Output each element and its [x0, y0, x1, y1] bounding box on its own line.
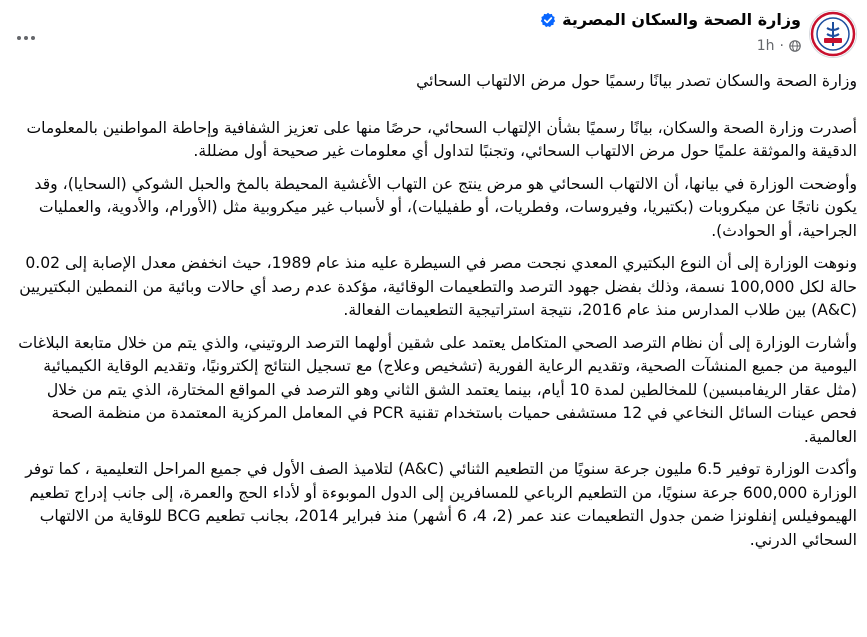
verified-badge-icon [540, 12, 556, 28]
post-paragraph-2: وأوضحت الوزارة في بيانها، أن الالتهاب السحائي هو مرض ينتج عن التهاب الأغشية المحيطة بالمخ والحبل الشوكي (السحايا)، وقد يكون ناتجًا عن ميكروبات (بكتيريا، وفيروسات، وفطريات، أو طفيليات)، أو لأسباب غير ميكروبية مثل (الأورام، والأدوية، والعمليات الجراحية، أو الحوادث). [34, 174, 857, 240]
post-paragraph-4: وأشارت الوزارة إلى أن نظام الترصد الصحي المتكامل يعتمد على شقين أولهما الترصد الروتيني، والذي يتم من خلال متابعة البلاغات اليومية من جميع المنشآت الصحية، وتقديم الرعاية الفورية (تشخيص وعلاج) مع تسجيل النتائج إلكترونيًا، وتقديم الوقاية الكيميائية (مثل عقار الريفامبسين) للمخالطين لمدة 10 أيام، بينما يعتمد الشق الثاني وهو الترصد في المواقع المختارة، الذي يتم من خلال فحص عينات السائل النخاعي في 12 مستشفى حميات باستخدام تقنية PCR في المعامل المركزية المعتمدة من منظمة الصحة العالمية. [18, 333, 857, 446]
post-meta [757, 38, 801, 54]
page-name-row [540, 10, 801, 29]
globe-icon[interactable] [789, 40, 801, 52]
page-name[interactable]: وزارة الصحة والسكان المصرية [562, 10, 801, 29]
post-paragraph-1: أصدرت وزارة الصحة والسكان، بيانًا رسميًا بشأن الإلتهاب السحائي، حرصًا منها على تعزيز الشفافية وإحاطة المواطنين بالمعلومات الدقيقة والموثقة علميًا حول مرض الالتهاب السحائي، وتجنبًا لتداول أي معلومات غير صحيحة أول مضللة. [26, 118, 857, 160]
more-options-button[interactable] [12, 24, 40, 52]
ellipsis-icon [16, 35, 36, 41]
meta-separator: · [779, 38, 784, 54]
post-timestamp[interactable]: 1h [756, 38, 775, 54]
post-body [10, 70, 857, 561]
page-avatar[interactable] [809, 10, 857, 58]
post-headline: وزارة الصحة والسكان تصدر بيانًا رسميًا حول مرض الالتهاب السحائي [416, 72, 857, 90]
post-header [0, 0, 867, 70]
ministry-logo-icon [810, 11, 856, 57]
post-paragraph-5: وأكدت الوزارة توفير 6.5 مليون جرعة سنويًا من التطعيم الثنائي (A&C) لتلاميذ الصف الأول في جميع المراحل التعليمية ، كما توفر الوزارة 600,000 جرعة سنويًا، من التطعيم الرباعي للمسافرين إلى الدول الموبوءة أو لأداء الحج والعمرة، إلى جانب إدراج تطعيم الهيموفيلس إنفلونزا ضمن جدول التطعيمات عند عمر (2، 4، 6 أشهر) منذ فبراير 2014، بجانب تطعيم BCG للوقاية من الالتهاب السحائي الدرني. [25, 460, 857, 549]
post-paragraph-3: ونوهت الوزارة إلى أن النوع البكتيري المعدي نجحت مصر في السيطرة عليه منذ عام 1989، حيث انخفض معدل الإصابة إلى 0.02 حالة لكل 100,000 نسمة، وذلك بفضل جهود الترصد والتطعيمات الوقائية، مؤكدة عدم رصد أي حالات وبائية من النمطين البكتيريين (A&C) بين طلاب المدارس منذ عام 2016، نتيجة استراتيجية التطعيمات الفعالة. [19, 254, 857, 319]
